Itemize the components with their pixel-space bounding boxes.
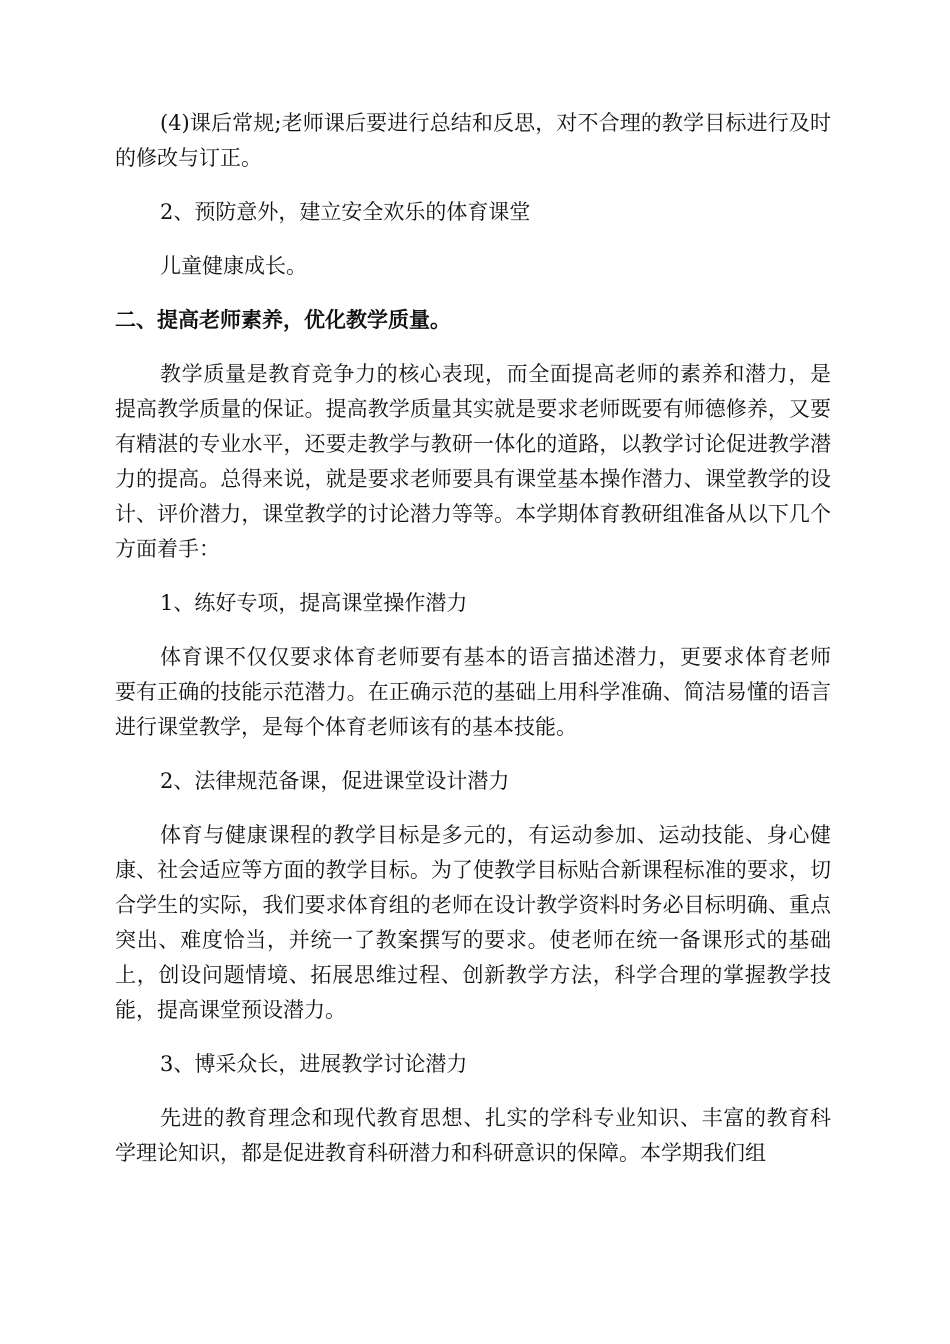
paragraph-education-concepts: 先进的教育理念和现代教育思想、扎实的学科专业知识、丰富的教育科学理论知识，都是促进教育科研潜力和科研意识的保障。本学期我们组 xyxy=(115,1106,831,1165)
subheading-practice-specialty: 1、练好专项，提高课堂操作潜力 xyxy=(160,591,468,615)
paragraph-healthy-growth: 儿童健康成长。 xyxy=(160,254,307,278)
paragraph-after-class-routine: (4)课后常规;老师课后要进行总结和反思，对不合理的教学目标进行及时的修改与订正。 xyxy=(115,111,831,170)
subheading-lesson-preparation: 2、法律规范备课，促进课堂设计潜力 xyxy=(160,769,510,793)
paragraph-pe-teacher-skills: 体育课不仅仅要求体育老师要有基本的语言描述潜力，更要求体育老师要有正确的技能示范潜力。在正确示范的基础上用科学准确、简洁易懂的语言进行课堂教学，是每个体育老师该有的基本技能。 xyxy=(115,645,831,739)
subheading-learn-from-others: 3、博采众长，进展教学讨论潜力 xyxy=(160,1052,468,1076)
document-body xyxy=(115,106,831,1171)
paragraph-course-objectives: 体育与健康课程的教学目标是多元的，有运动参加、运动技能、身心健康、社会适应等方面的教学目标。为了使教学目标贴合新课程标准的要求，切合学生的实际，我们要求体育组的老师在设计教学资料时务必目标明确、重点突出、难度恰当，并统一了教案撰写的要求。使老师在统一备课形式的基础上，创设问题情境、拓展思维过程、创新教学方法，科学合理的掌握教学技能，提高课堂预设潜力。 xyxy=(115,823,831,1022)
paragraph-teaching-quality: 教学质量是教育竞争力的核心表现，而全面提高老师的素养和潜力，是提高教学质量的保证。提高教学质量其实就是要求老师既要有师德修养，又要有精湛的专业水平，还要走教学与教研一体化的道路，以教学讨论促进教学潜力的提高。总得来说，就是要求老师要具有课堂基本操作潜力、课堂教学的设计、评价潜力，课堂教学的讨论潜力等等。本学期体育教研组准备从以下几个方面着手： xyxy=(115,362,831,561)
section-heading-teacher-quality: 二、提高老师素养，优化教学质量。 xyxy=(115,308,451,332)
subheading-prevent-accidents: 2、预防意外，建立安全欢乐的体育课堂 xyxy=(160,200,531,224)
